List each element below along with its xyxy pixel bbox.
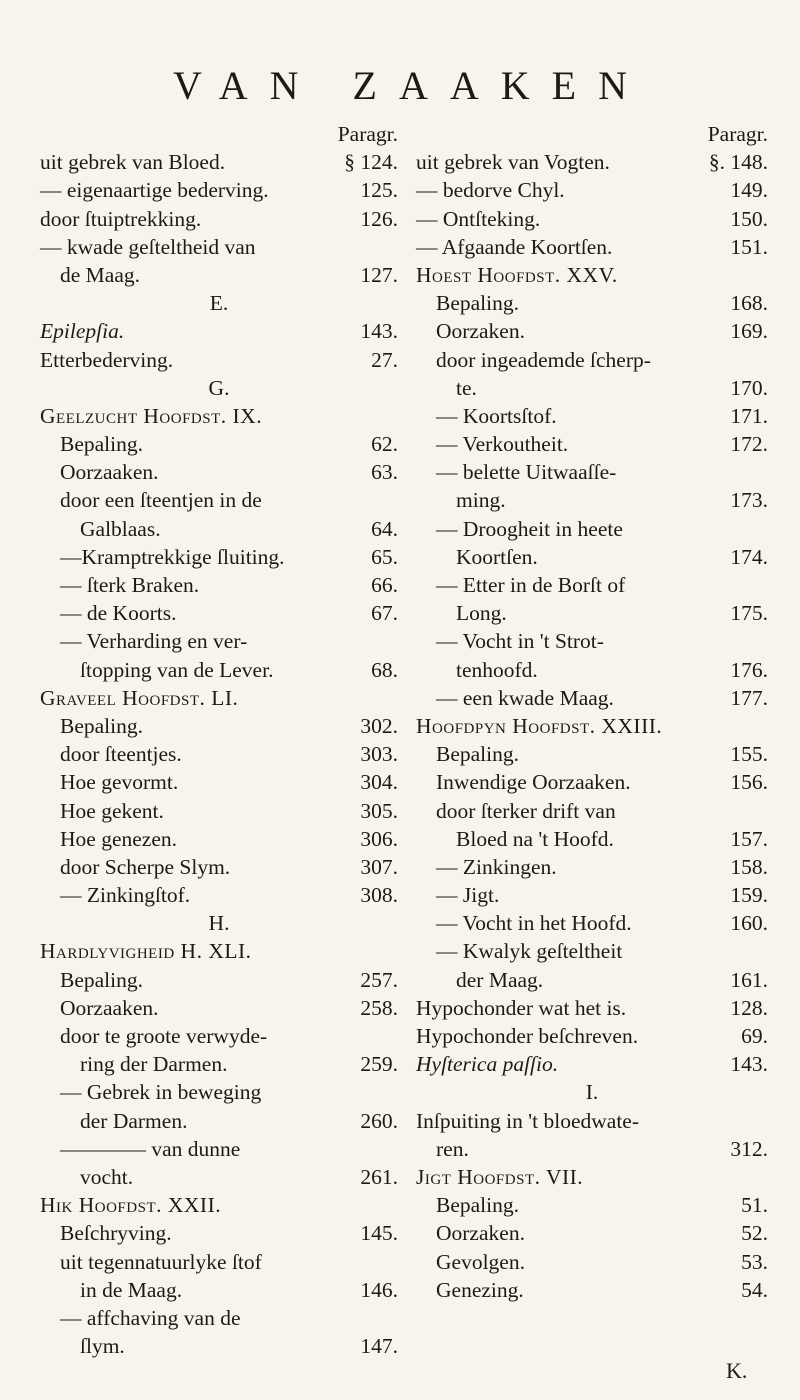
paragraph-number: 161. (730, 967, 768, 992)
paragraph-number: 27. (371, 347, 398, 372)
entry-text: — kwade geſteltheid van (40, 234, 256, 259)
entry-text: — Afgaande Koortſen. (416, 234, 613, 259)
entry-text: — Verharding en ver- (60, 629, 248, 654)
index-entry (40, 1022, 398, 1050)
paragraph-number: 155. (730, 742, 768, 767)
paragraph-number: 52. (741, 1221, 768, 1246)
paragraph-number: 257. (360, 967, 398, 992)
entry-text: Bepaling. (436, 291, 519, 316)
paragraph-number: 258. (360, 995, 398, 1020)
entry-text: —Kramptrekkige ſluiting. (60, 544, 285, 569)
paragraph-number: 174. (730, 544, 768, 569)
paragraph-number: 158. (730, 854, 768, 879)
paragraph-number: 260. (360, 1108, 398, 1133)
entry-text: Oorzaken. (436, 319, 525, 344)
index-entry (40, 881, 398, 909)
entry-text: door ingeademde ſcherp- (436, 347, 651, 372)
index-entry (40, 515, 398, 543)
entry-text: door ſteentjes. (60, 742, 182, 767)
index-entry (416, 1248, 768, 1276)
index-entry (416, 853, 768, 881)
entry-text: vocht. (80, 1164, 134, 1189)
paragraph-number: 146. (360, 1277, 398, 1302)
entry-text: Bepaling. (60, 432, 143, 457)
index-entry (40, 205, 398, 233)
index-entry (416, 176, 768, 204)
entry-text: Hik Hoofdſt. XXII. (40, 1193, 222, 1218)
index-entry (416, 120, 768, 148)
entry-text: Graveel Hoofdſt. LI. (40, 685, 239, 710)
index-entry (40, 768, 398, 796)
entry-text: Bepaling. (60, 967, 143, 992)
entry-text: ren. (436, 1136, 469, 1161)
index-entry (416, 289, 768, 317)
index-entry (40, 599, 398, 627)
entry-text: Hoest Hoofdſt. XXV. (416, 262, 618, 287)
paragraph-number: 160. (730, 911, 768, 936)
paragraph-number: 157. (730, 826, 768, 851)
index-entry (416, 966, 768, 994)
index-entry (416, 317, 768, 345)
index-entry (40, 486, 398, 514)
index-entry (40, 430, 398, 458)
paragraph-number: 177. (730, 685, 768, 710)
paragraph-number: 53. (741, 1249, 768, 1274)
paragraph-number: §. 148. (708, 150, 768, 175)
index-column-left (40, 120, 398, 1360)
entry-text: Oorzaaken. (60, 995, 159, 1020)
index-entry (416, 599, 768, 627)
entry-text: Oorzaken. (436, 1221, 525, 1246)
entry-text: — ſterk Braken. (60, 573, 200, 597)
paragraph-number: 150. (730, 206, 768, 231)
entry-text: — Gebrek in beweging (60, 1080, 262, 1105)
entry-text: door een ſteentjen in de (60, 488, 262, 513)
paragraph-number: 302. (360, 713, 398, 738)
index-entry (40, 458, 398, 486)
paragraph-number: 143. (730, 1052, 768, 1077)
entry-text: — Droogheit in heete (436, 516, 623, 541)
index-entry (416, 740, 768, 768)
index-entry (416, 233, 768, 261)
index-entry (40, 374, 398, 402)
index-entry (416, 346, 768, 374)
paragraph-number: 68. (371, 657, 398, 682)
entry-text: de Maag. (60, 262, 140, 287)
index-entry (40, 233, 398, 261)
index-entry (416, 1276, 768, 1304)
index-entry (416, 994, 768, 1022)
index-entry (40, 571, 398, 599)
entry-text: Hardlyvigheid H. XLI. (40, 939, 252, 964)
index-entry (416, 1191, 768, 1219)
index-entry (416, 937, 768, 965)
entry-text: — bedorve Chyl. (416, 178, 565, 203)
running-header: VAN ZAAKEN (173, 63, 649, 108)
paragraph-number: 259. (360, 1052, 398, 1077)
entry-text: door Scherpe Slym. (60, 854, 231, 879)
entry-text: Geelzucht Hoofdſt. IX. (40, 403, 263, 428)
index-entry (40, 346, 398, 374)
entry-text: Paragr. (337, 122, 398, 146)
index-entry (40, 740, 398, 768)
entry-text: Epilepſia. (40, 319, 125, 344)
entry-text: Bepaling. (436, 742, 519, 767)
index-entry (416, 656, 768, 684)
index-entry (40, 1191, 398, 1219)
index-entry (416, 797, 768, 825)
entry-text: ———— van dunne (60, 1136, 241, 1161)
index-entry (40, 543, 398, 571)
catchword: K. (726, 1358, 748, 1383)
index-entry (40, 853, 398, 881)
index-entry (40, 1135, 398, 1163)
entry-text: Jigt Hoofdſt. VII. (416, 1164, 584, 1189)
entry-text: uit gebrek van Bloed. (40, 150, 226, 175)
index-entry (416, 684, 768, 712)
index-entry (416, 909, 768, 937)
index-entry (40, 966, 398, 994)
paragraph-number: 54. (741, 1277, 768, 1302)
entry-text: Inſpuiting in 't bloedwate- (416, 1108, 640, 1133)
entry-text: Hypochonder beſchreven. (416, 1024, 639, 1048)
index-entry (416, 515, 768, 543)
entry-text: Etterbederving. (40, 347, 174, 372)
index-entry (416, 1078, 768, 1106)
entry-text: — Jigt. (436, 883, 500, 908)
entry-text: — Ontſteking. (416, 206, 541, 231)
index-entry (40, 317, 398, 345)
paragraph-number: 51. (741, 1193, 768, 1218)
paragraph-number: 305. (360, 798, 398, 823)
paragraph-number: 306. (360, 826, 398, 851)
paragraph-number: 145. (360, 1221, 398, 1246)
entry-text: Hoe gekent. (60, 798, 164, 823)
paragraph-number: 125. (360, 178, 398, 203)
paragraph-number: 149. (730, 178, 768, 203)
index-entry (416, 486, 768, 514)
paragraph-number: 126. (360, 206, 398, 231)
entry-text: — Verkoutheit. (436, 432, 569, 457)
paragraph-number: 147. (360, 1334, 398, 1359)
index-entry (40, 994, 398, 1022)
index-entry (40, 627, 398, 655)
entry-text: H. (208, 911, 230, 936)
index-entry (416, 1107, 768, 1135)
entry-text: tenhoofd. (456, 657, 538, 682)
entry-text: Koortſen. (456, 544, 538, 569)
entry-text: door ſtuiptrekking. (40, 206, 202, 231)
entry-text: — belette Uitwaaſſe- (436, 460, 617, 485)
paragraph-number: 312. (730, 1136, 768, 1161)
paragraph-number: 303. (360, 742, 398, 767)
entry-text: Hypochonder wat het is. (416, 995, 627, 1020)
paragraph-number: 261. (360, 1164, 398, 1189)
entry-text: — de Koorts. (60, 601, 177, 626)
entry-text: ming. (456, 488, 506, 513)
paragraph-number: 151. (730, 234, 768, 259)
index-entry (416, 1135, 768, 1163)
index-entry (40, 712, 398, 740)
index-entry (416, 571, 768, 599)
entry-text: Bepaling. (60, 713, 143, 738)
paragraph-number: 156. (730, 770, 768, 795)
paragraph-number: 66. (371, 573, 398, 597)
entry-text: uit tegennatuurlyke ſtof (60, 1249, 262, 1274)
entry-text: E. (209, 291, 229, 316)
index-entry (416, 458, 768, 486)
paragraph-number: 64. (371, 516, 398, 541)
index-entry (416, 205, 768, 233)
index-entry (40, 176, 398, 204)
index-entry (40, 148, 398, 176)
entry-text: ring der Darmen. (80, 1052, 228, 1077)
entry-text: Galblaas. (80, 516, 161, 541)
entry-text: Beſchryving. (60, 1221, 172, 1246)
paragraph-number: 159. (730, 883, 768, 908)
index-entry (416, 627, 768, 655)
paragraph-number: 127. (360, 262, 398, 287)
entry-text: door ſterker drift van (436, 798, 616, 823)
entry-text: — eigenaartige bederving. (40, 178, 269, 203)
index-entry (40, 937, 398, 965)
entry-text: Inwendige Oorzaaken. (436, 770, 631, 795)
entry-text: — een kwade Maag. (436, 685, 614, 710)
entry-text: Paragr. (707, 122, 768, 146)
entry-text: Hoe genezen. (60, 826, 177, 851)
paragraph-number: 168. (730, 291, 768, 316)
paragraph-number: 307. (360, 854, 398, 879)
paragraph-number: 304. (360, 770, 398, 795)
entry-text: Bepaling. (436, 1193, 519, 1218)
entry-text: ſtopping van de Lever. (80, 657, 274, 682)
entry-text: — Koortsſtof. (436, 403, 557, 428)
index-entry (40, 120, 398, 148)
index-entry (40, 1050, 398, 1078)
entry-text: Hyſterica paſſio. (416, 1052, 559, 1077)
entry-text: door te groote verwyde- (60, 1024, 268, 1048)
entry-text: Gevolgen. (436, 1249, 525, 1274)
entry-text: te. (456, 375, 477, 400)
index-entry (40, 1219, 398, 1247)
index-entry (416, 402, 768, 430)
index-entry (40, 402, 398, 430)
paragraph-number: § 124. (344, 150, 398, 175)
index-entry (40, 1332, 398, 1360)
index-column-right (416, 120, 768, 1304)
index-entry (40, 825, 398, 853)
index-entry (416, 1219, 768, 1247)
paragraph-number: 63. (371, 460, 398, 485)
index-entry (40, 261, 398, 289)
paragraph-number: 308. (360, 883, 398, 908)
paragraph-number: 172. (730, 432, 768, 457)
entry-text: der Darmen. (80, 1108, 188, 1133)
paragraph-number: 69. (741, 1024, 768, 1048)
paragraph-number: 173. (730, 488, 768, 513)
entry-text: Long. (456, 601, 507, 626)
index-entry (416, 261, 768, 289)
entry-text: — Vocht in 't Strot- (436, 629, 604, 654)
index-entry (416, 1163, 768, 1191)
index-entry (416, 374, 768, 402)
index-entry (416, 430, 768, 458)
index-entry (40, 1078, 398, 1106)
entry-text: G. (208, 375, 230, 400)
entry-text: — Kwalyk geſteltheit (436, 939, 623, 964)
index-entry (416, 712, 768, 740)
index-entry (40, 656, 398, 684)
entry-text: — Etter in de Borſt of (436, 573, 626, 597)
index-entry (416, 825, 768, 853)
entry-text: — Zinkingſtof. (60, 883, 191, 908)
index-entry (416, 1050, 768, 1078)
entry-text: I. (585, 1080, 599, 1105)
index-entry (40, 1107, 398, 1135)
index-entry (40, 1248, 398, 1276)
entry-text: Genezing. (436, 1277, 524, 1302)
entry-text: uit gebrek van Vogten. (416, 150, 610, 175)
paragraph-number: 143. (360, 319, 398, 344)
index-entry (416, 881, 768, 909)
paragraph-number: 65. (371, 544, 398, 569)
entry-text: in de Maag. (80, 1277, 183, 1302)
index-entry (40, 1304, 398, 1332)
index-entry (416, 768, 768, 796)
entry-text: Hoe gevormt. (60, 770, 179, 795)
entry-text: — Vocht in het Hoofd. (436, 911, 632, 936)
paragraph-number: 169. (730, 319, 768, 344)
index-entry (40, 797, 398, 825)
paragraph-number: 67. (371, 601, 398, 626)
paragraph-number: 128. (730, 995, 768, 1020)
entry-text: ſlym. (80, 1334, 125, 1359)
entry-text: der Maag. (456, 967, 544, 992)
index-entry (40, 1276, 398, 1304)
paragraph-number: 175. (730, 601, 768, 626)
paragraph-number: 170. (730, 375, 768, 400)
entry-text: Hoofdpyn Hoofdſt. XXIII. (416, 713, 663, 738)
index-entry (416, 148, 768, 176)
entry-text: Bloed na 't Hoofd. (456, 826, 614, 851)
index-entry (416, 1022, 768, 1050)
index-entry (40, 909, 398, 937)
entry-text: — affchaving van de (60, 1305, 241, 1330)
paragraph-number: 62. (371, 432, 398, 457)
paragraph-number: 176. (730, 657, 768, 682)
index-entry (40, 1163, 398, 1191)
paragraph-number: 171. (730, 403, 768, 428)
index-entry (40, 684, 398, 712)
index-entry (416, 543, 768, 571)
index-entry (40, 289, 398, 317)
entry-text: — Zinkingen. (436, 854, 557, 879)
entry-text: Oorzaaken. (60, 460, 159, 485)
